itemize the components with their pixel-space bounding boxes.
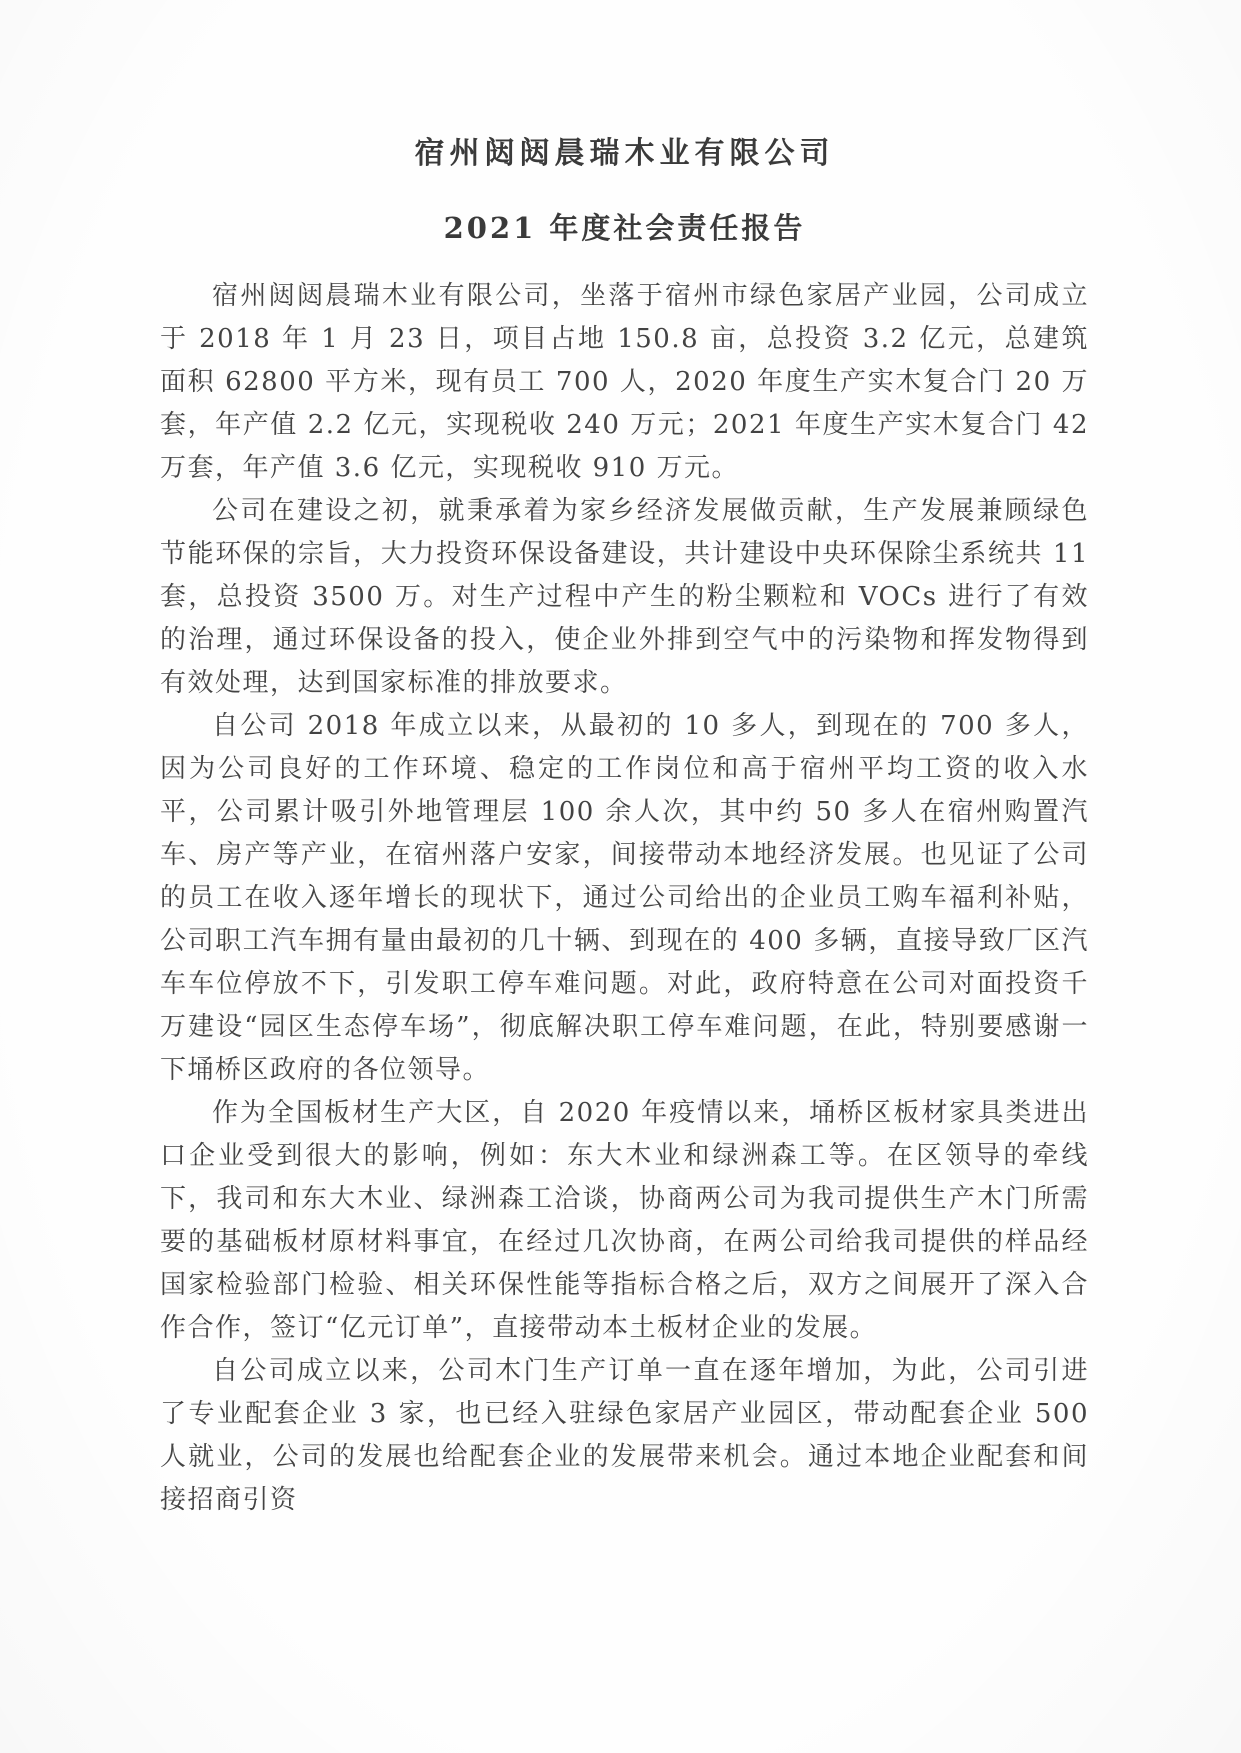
document-body — [160, 275, 1089, 1522]
document-subtitle: 2021 年度社会责任报告 — [443, 211, 806, 245]
paragraph-local-board-industry-cooperation: 作为全国板材生产大区，自 2020 年疫情以来，埇桥区板材家具类进出口企业受到很大的影响，例如：东大木业和绿洲森工等。在区领导的牵线下，我司和东大木业、绿洲森工洽谈，协商两公司为我司提供生产木门所需要的基础板材原材料事宜，在经过几次协商，在两公司给我司提供的样品经国家检验部门检验、相关环保性能等指标合格之后，双方之间展开了深入合作合作，签订“亿元订单”，直接带动本土板材企业的发展。 — [160, 1098, 1089, 1343]
paragraph-supporting-enterprises: 自公司成立以来，公司木门生产订单一直在逐年增加，为此，公司引进了专业配套企业 3 家，也已经入驻绿色家居产业园区，带动配套企业 500 人就业，公司的发展也给配套企业的发展带来机会。通过本地企业配套和间接招商引资 — [160, 1356, 1089, 1515]
paragraph-company-overview: 宿州闼闼晨瑞木业有限公司，坐落于宿州市绿色家居产业园，公司成立于 2018 年 1 月 23 日，项目占地 150.8 亩，总投资 3.2 亿元，总建筑面积 62800 平方米，现有员工 700 人，2020 年度生产实木复合门 20 万套，年产值 2.2 亿元，实现税收 240 万元；2021 年度生产实木复合门 42 万套，年产值 3.6 亿元，实现税收 910 万元。 — [160, 281, 1089, 483]
paragraph-employment-local-economy: 自公司 2018 年成立以来，从最初的 10 多人，到现在的 700 多人，因为公司良好的工作环境、稳定的工作岗位和高于宿州平均工资的收入水平，公司累计吸引外地管理层 100 余人次，其中约 50 多人在宿州购置汽车、房产等产业，在宿州落户安家，间接带动本地经济发展。也见证了公司的员工在收入逐年增长的现状下，通过公司给出的企业员工购车福利补贴，公司职工汽车拥有量由最初的几十辆、到现在的 400 多辆，直接导致厂区汽车车位停放不下，引发职工停车难问题。对此，政府特意在公司对面投资千万建设“园区生态停车场”，彻底解决职工停车难问题，在此，特别要感谢一下埇桥区政府的各位领导。 — [160, 711, 1089, 1085]
paragraph-environmental-protection: 公司在建设之初，就秉承着为家乡经济发展做贡献，生产发展兼顾绿色节能环保的宗旨，大力投资环保设备建设，共计建设中央环保除尘系统共 11 套，总投资 3500 万。对生产过程中产生的粉尘颗粒和 VOCs 进行了有效的治理，通过环保设备的投入，使企业外排到空气中的污染物和挥发物得到有效处理，达到国家标准的排放要求。 — [160, 496, 1089, 698]
document-title: 宿州闼闼晨瑞木业有限公司 — [414, 136, 835, 171]
